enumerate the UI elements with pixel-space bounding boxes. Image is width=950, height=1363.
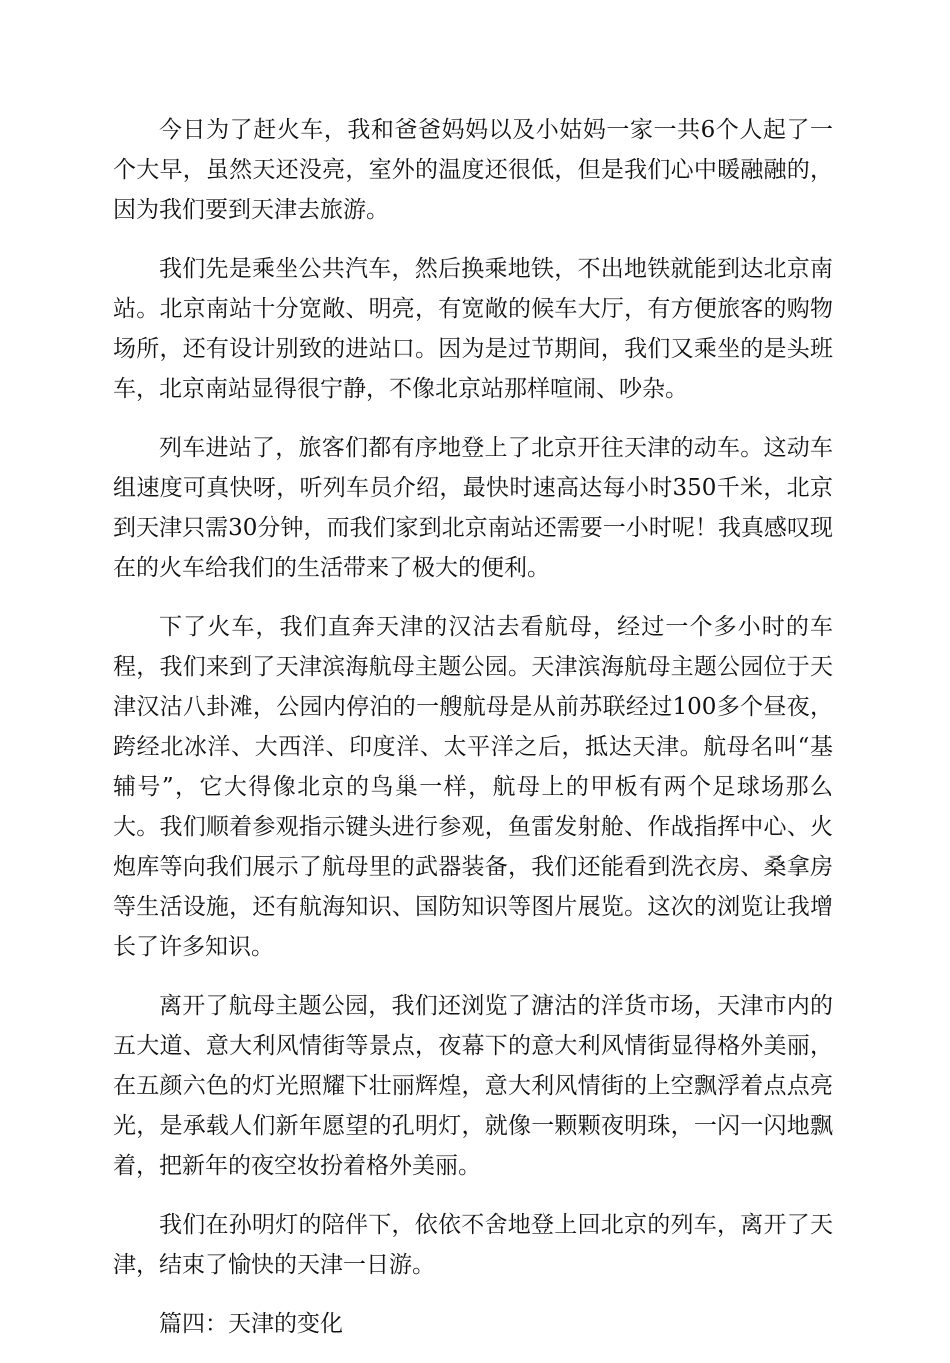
paragraph-2: 我们先是乘坐公共汽车，然后换乘地铁，不出地铁就能到达北京南站。北京南站十分宽敞、明亮，有宽敞的候车大厅，有方便旅客的购物场所，还有设计别致的进站口。因为是过节期间，我们又乘坐的是头班车，北京南站显得很宁静，不像北京站那样喧闹、吵杂。: [113, 256, 833, 402]
paragraph-5: 离开了航母主题公园，我们还浏览了溏沽的洋货市场，天津市内的五大道、意大利风情街等景点，夜幕下的意大利风情街显得格外美丽，在五颜六色的灯光照耀下壮丽辉煌，意大利风情街的上空飘浮着点点亮光，是承载人们新年愿望的孔明灯，就像一颗颗夜明珠，一闪一闪地飘着，把新年的夜空妆扮着格外美丽。: [113, 993, 833, 1179]
paragraph-4: 下了火车，我们直奔天津的汉沽去看航母，经过一个多小时的车程，我们来到了天津滨海航母主题公园。天津滨海航母主题公园位于天津汉沽八卦滩，公园内停泊的一艘航母是从前苏联经过100多个昼夜，跨经北冰洋、大西洋、印度洋、太平洋之后，抵达天津。航母名叫“基辅号”，它大得像北京的鸟巢一样，航母上的甲板有两个足球场那么大。我们顺着参观指示键头进行参观，鱼雷发射舱、作战指挥中心、火炮库等向我们展示了航母里的武器装备，我们还能看到洗衣房、桑拿房等生活设施，还有航海知识、国防知识等图片展览。这次的浏览让我增长了许多知识。: [113, 614, 833, 960]
paragraph-3: 列车进站了，旅客们都有序地登上了北京开往天津的动车。这动车组速度可真快呀，听列车员介绍，最快时速高达每小时350千米，北京到天津只需30分钟，而我们家到北京南站还需要一小时呢！我真感叹现在的火车给我们的生活带来了极大的便利。: [113, 435, 833, 581]
paragraph-1: 今日为了赶火车，我和爸爸妈妈以及小姑妈一家一共6个人起了一个大早，虽然天还没亮，室外的温度还很低，但是我们心中暖融融的，因为我们要到天津去旅游。: [113, 117, 833, 223]
section-heading: 篇四：天津的变化: [159, 1311, 343, 1337]
document-body: [113, 110, 833, 1363]
paragraph-6: 我们在孙明灯的陪伴下，依依不舍地登上回北京的列车，离开了天津，结束了愉快的天津一日游。: [113, 1212, 833, 1278]
